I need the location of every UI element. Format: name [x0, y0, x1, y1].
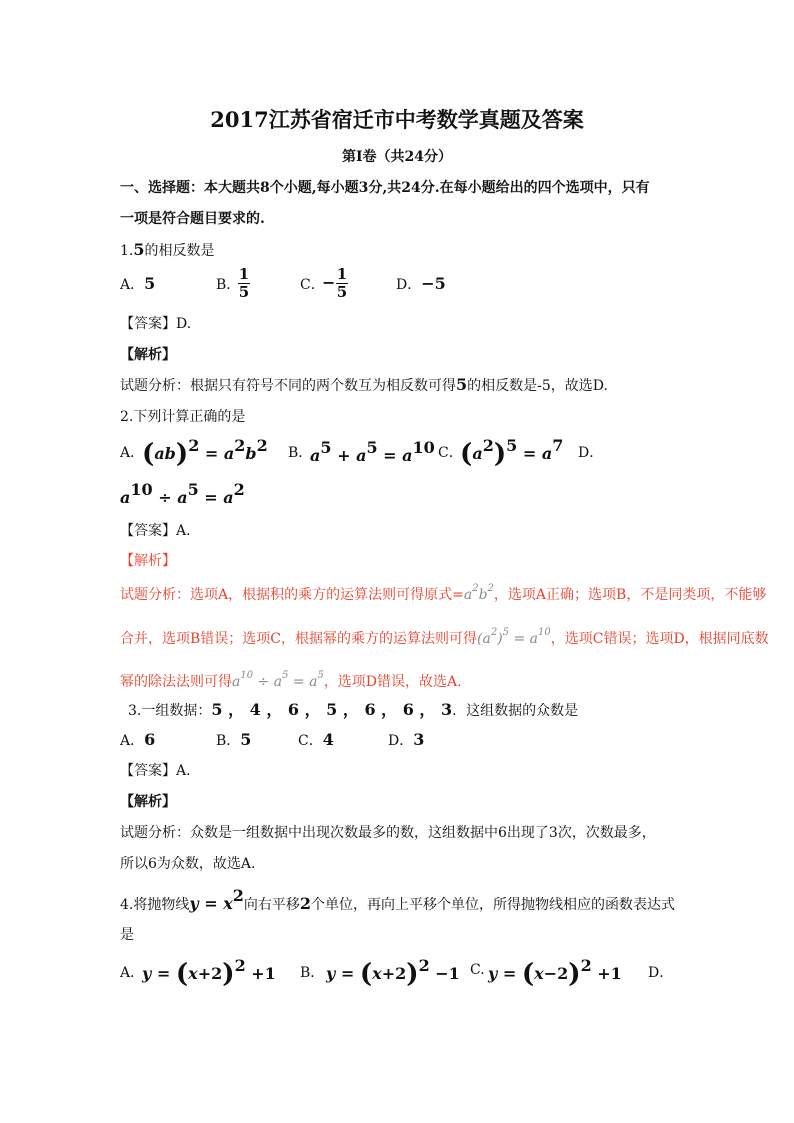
analysis-heading-q3: 【解析】	[120, 794, 176, 810]
formula-division: $a^{10} \div a^5 = a^5$	[232, 670, 324, 690]
option-c-label: C．	[300, 277, 325, 293]
math-five: 5	[456, 375, 468, 394]
question-3	[128, 697, 578, 720]
section-intro-line-1: 一、选择题：本大题共8个小题,每小题3分,共24分.在每小题给出的四个选项中，只有	[120, 180, 650, 196]
question-text: 个单位，再向上平移个单位，所得抛物线相应的函数表达式	[311, 897, 676, 913]
option-c-formula: $y = (x-2)^2 +1$	[488, 956, 622, 989]
option-d-label: D．	[648, 965, 674, 981]
option-a-label: A．	[120, 733, 145, 749]
option-d-value: 3	[413, 730, 425, 749]
option-b-fraction	[238, 266, 250, 301]
analysis-heading-q1: 【解析】	[120, 347, 176, 363]
option-a-formula: $(ab)^2 = a^2b^2$	[142, 436, 268, 469]
fraction-numerator: 1	[238, 265, 250, 283]
math-two: 2	[299, 894, 312, 913]
analysis-text: 试题分析：选项A，根据积的乘方的运算法则可得原式=	[120, 587, 464, 603]
option-c-label: C．	[298, 733, 323, 749]
formula-y-x2: y	[189, 894, 199, 913]
option-c-label: C.	[470, 962, 485, 978]
answer-q2: 【答案】A.	[120, 523, 191, 539]
analysis-q2-line-3	[120, 670, 462, 691]
option-d-label: D．	[396, 277, 422, 293]
option-a-label: A．	[120, 965, 145, 981]
option-b-label: B．	[300, 965, 325, 981]
analysis-text: ，选项A正确；选项B，不是同类项，不能够	[493, 587, 767, 603]
question-4-options	[120, 956, 680, 988]
math-five: 5	[133, 240, 145, 259]
question-number: 1.	[120, 243, 134, 259]
option-b-formula: $y = (x+2)^2 -1$	[326, 956, 460, 989]
option-c-fraction	[336, 266, 348, 301]
option-a-formula: $y = (x+2)^2 +1$	[142, 956, 276, 989]
option-d-formula: $a^{10} \div a^5 = a^2$	[120, 480, 245, 507]
question-2	[120, 406, 245, 426]
data-set: 5 ， 4 ， 6 ， 5 ， 6 ， 6 ， 3	[211, 700, 453, 719]
option-d-label: D．	[578, 445, 604, 461]
option-b-label: B．	[216, 733, 241, 749]
option-c-label: C．	[438, 445, 463, 461]
question-text: 3.一组数据：	[128, 703, 212, 719]
analysis-q1	[120, 375, 608, 395]
option-b-label: B．	[216, 277, 241, 293]
analysis-text: 试题分析：根据只有符号不同的两个数互为相反数可得	[120, 378, 456, 394]
option-d-value: −5	[421, 274, 446, 293]
option-d-label: D．	[388, 733, 414, 749]
analysis-text: 幂的除法法则可得	[120, 674, 232, 690]
option-c-value: 4	[322, 730, 334, 749]
analysis-q2-line-2	[120, 627, 769, 648]
question-1	[120, 240, 215, 260]
option-a-label: A．	[120, 277, 145, 293]
question-text: 向右平移	[243, 897, 300, 913]
section-intro-line-2: 一项是符合题目要求的.	[120, 211, 265, 227]
page-title: 2017江苏省宿迁市中考数学真题及答案	[210, 107, 584, 132]
option-a-value: 6	[144, 730, 156, 749]
option-b-formula: $a^5 + a^5 = a^{10}$	[310, 438, 435, 465]
option-b-value: 5	[240, 730, 252, 749]
section-heading: 第Ⅰ卷（共24分）	[341, 149, 453, 165]
analysis-heading-q2: 【解析】	[120, 553, 176, 569]
analysis-text: ，选项D错误，故选A.	[323, 674, 462, 690]
formula-power: $(a^2)^5 = a^{10}$	[477, 627, 551, 647]
minus-sign: −	[322, 273, 336, 292]
question-text: 4.将抛物线	[120, 897, 190, 913]
fraction-denominator: 5	[238, 283, 250, 301]
option-c-formula: $(a^2)^5 = a^7$	[460, 436, 564, 469]
analysis-q3-line-2: 所以6为众数，故选A.	[120, 856, 256, 872]
fraction-denominator: 5	[336, 283, 348, 301]
answer-q3: 【答案】A.	[120, 763, 191, 779]
question-number: 2.	[120, 409, 134, 425]
question-4-continued: 是	[120, 927, 134, 943]
analysis-text: 合并，选项B错误；选项C，根据幂的乘方的运算法则可得	[120, 631, 477, 647]
analysis-q3-line-1: 试题分析：众数是一组数据中出现次数最多的数，这组数据中6出现了3次，次数最多，	[120, 825, 656, 841]
question-2-options	[120, 436, 680, 468]
option-a-value: 5	[144, 274, 156, 293]
option-b-label: B．	[288, 445, 313, 461]
fraction-numerator: 1	[336, 265, 348, 283]
question-3-options	[120, 728, 480, 754]
analysis-q2-line-1	[120, 583, 766, 604]
question-text: 的相反数是	[144, 243, 215, 259]
analysis-text: 的相反数是-5，故选D.	[467, 378, 608, 394]
question-text: 下列计算正确的是	[133, 409, 246, 425]
question-text: ．这组数据的众数是	[452, 703, 579, 719]
analysis-text: ，选项C错误；选项D，根据同底数	[550, 631, 769, 647]
formula-a2b2: $a^2b^2$	[463, 583, 494, 603]
question-4: 4.将抛物线$y = x^2$向右平移2个单位，再向上平移个单位，所得抛物线相应的函数表达式	[120, 886, 676, 913]
option-a-label: A．	[120, 445, 145, 461]
answer-q1: 【答案】D.	[120, 316, 192, 332]
